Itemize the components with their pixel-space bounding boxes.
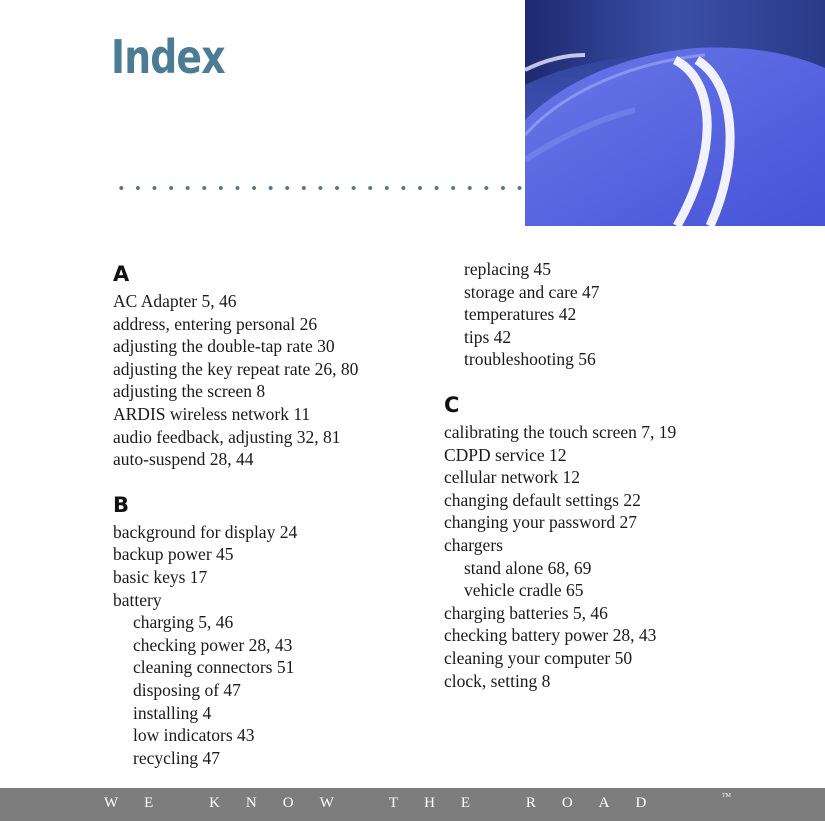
index-entry: auto-suspend 28, 44 [113,449,254,470]
index-column-right [444,258,754,692]
section-letter: B [113,492,130,517]
dotted-rule [113,184,525,192]
index-subentry: stand alone 68, 69 [464,557,592,578]
index-subentry: installing 4 [133,702,212,723]
index-entry: CDPD service 12 [444,444,567,465]
index-entry: address, entering personal 26 [113,313,318,334]
index-entry: cleaning your computer 50 [444,647,633,668]
index-subentry: cleaning connectors 51 [133,657,295,678]
index-entry: chargers [444,534,503,555]
index-subentry: charging 5, 46 [133,612,234,633]
index-entry: adjusting the double-tap rate 30 [113,336,335,357]
index-subentry: tips 42 [464,326,512,347]
index-subentry: disposing of 47 [133,679,241,700]
section-gap [444,371,754,389]
index-entry: charging batteries 5, 46 [444,602,608,623]
index-entry: ARDIS wireless network 11 [113,403,311,424]
index-subentry: temperatures 42 [464,304,577,325]
index-entry: clock, setting 8 [444,670,551,691]
index-entry: backup power 45 [113,544,234,565]
index-entry: changing default settings 22 [444,489,641,510]
index-subentry: storage and care 47 [464,281,600,302]
index-subentry: vehicle cradle 65 [464,580,584,601]
index-entry: adjusting the screen 8 [113,381,266,402]
footer-bar [0,788,825,821]
footer-tagline: WE KNOW THE ROAD [104,795,673,811]
index-entry: changing your password 27 [444,512,637,533]
index-subentry: troubleshooting 56 [464,349,596,370]
section-letter: A [113,262,130,286]
index-entry: AC Adapter 5, 46 [113,291,237,311]
index-subentry: low indicators 43 [133,725,255,746]
index-entry: audio feedback, adjusting 32, 81 [113,426,341,447]
index-column-left [113,258,423,769]
index-entry: battery [113,589,162,610]
index-entry: adjusting the key repeat rate 26, 80 [113,358,359,379]
index-subentry: replacing 45 [464,259,551,279]
page-title: Index [111,30,225,84]
index-entry: basic keys 17 [113,566,208,587]
index-entry: cellular network 12 [444,467,581,488]
section-letter: C [444,392,460,417]
index-entry: calibrating the touch screen 7, 19 [444,421,677,442]
index-subentry: checking power 28, 43 [133,634,293,655]
index-entry: background for display 24 [113,521,298,542]
index-subentry: recycling 47 [133,747,220,768]
section-gap [113,471,423,489]
index-entry: checking battery power 28, 43 [444,625,657,646]
road-photo [525,0,825,226]
trademark-mark: TM [722,793,731,799]
